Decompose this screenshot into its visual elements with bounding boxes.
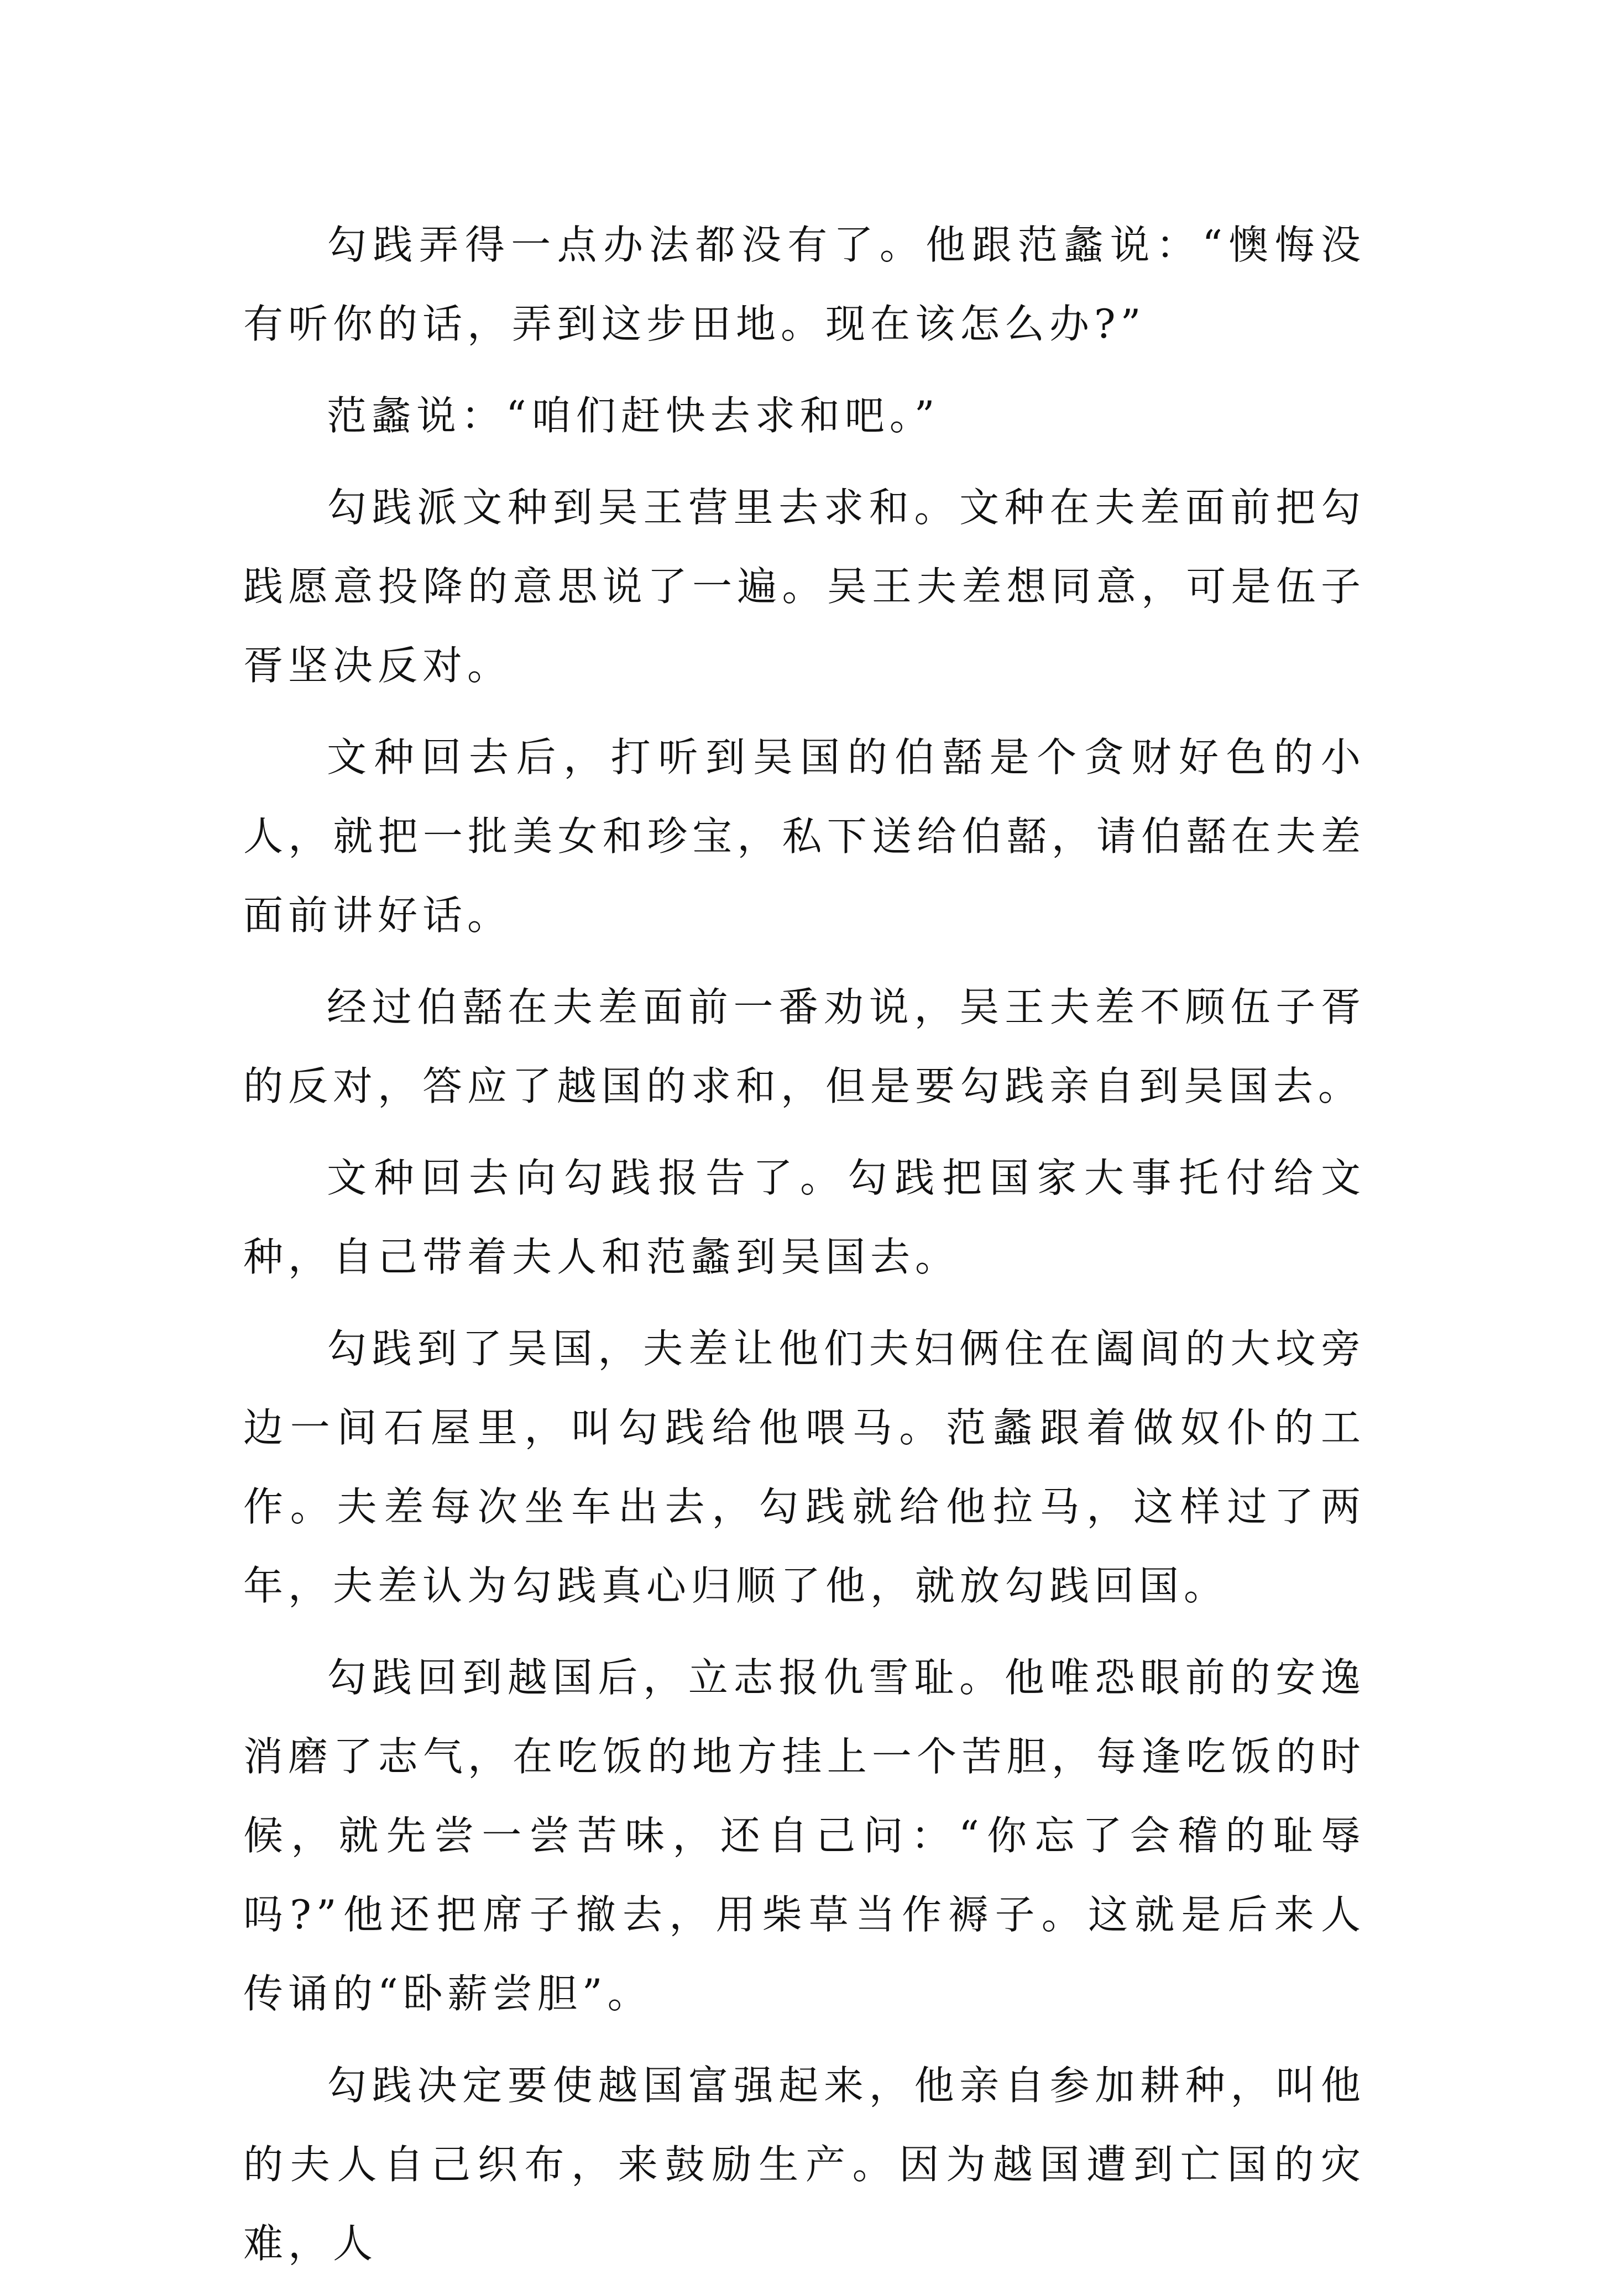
- paragraph: 勾践决定要使越国富强起来，他亲自参加耕种，叫他的夫人自己织布，来鼓励生产。因为越国遭到亡国的灾难，人: [243, 2062, 1366, 2267]
- paragraph: 勾践回到越国后，立志报仇雪耻。他唯恐眼前的安逸消磨了志气，在吃饭的地方挂上一个苦胆，每逢吃饭的时候，就先尝一尝苦味，还自己问：“你忘了会稽的耻辱吗?”他还把席子撤去，用柴草当作褥子。这就是后来人传诵的“卧薪尝胆”。: [243, 1654, 1366, 2017]
- paragraph: 文种回去向勾践报告了。勾践把国家大事托付给文种，自己带着夫人和范蠡到吴国去。: [243, 1155, 1366, 1280]
- paragraph: 勾践派文种到吴王营里去求和。文种在夫差面前把勾践愿意投降的意思说了一遍。吴王夫差想同意，可是伍子胥坚决反对。: [243, 484, 1366, 689]
- paragraph: 范蠡说：“咱们赶快去求和吧。”: [327, 392, 940, 439]
- paragraph: 文种回去后，打听到吴国的伯嚭是个贪财好色的小人，就把一批美女和珍宝，私下送给伯嚭，请伯嚭在夫差面前讲好话。: [243, 734, 1366, 939]
- document-body: [243, 206, 1366, 2296]
- paragraph: 经过伯嚭在夫差面前一番劝说，吴王夫差不顾伍子胥的反对，答应了越国的求和，但是要勾践亲自到吴国去。: [243, 984, 1366, 1109]
- paragraph: 勾践弄得一点办法都没有了。他跟范蠡说：“懊悔没有听你的话，弄到这步田地。现在该怎么办?”: [243, 222, 1366, 347]
- paragraph: 勾践到了吴国，夫差让他们夫妇俩住在阖闾的大坟旁边一间石屋里，叫勾践给他喂马。范蠡跟着做奴仆的工作。夫差每次坐车出去，勾践就给他拉马，这样过了两年，夫差认为勾践真心归顺了他，就放勾践回国。: [243, 1325, 1366, 1609]
